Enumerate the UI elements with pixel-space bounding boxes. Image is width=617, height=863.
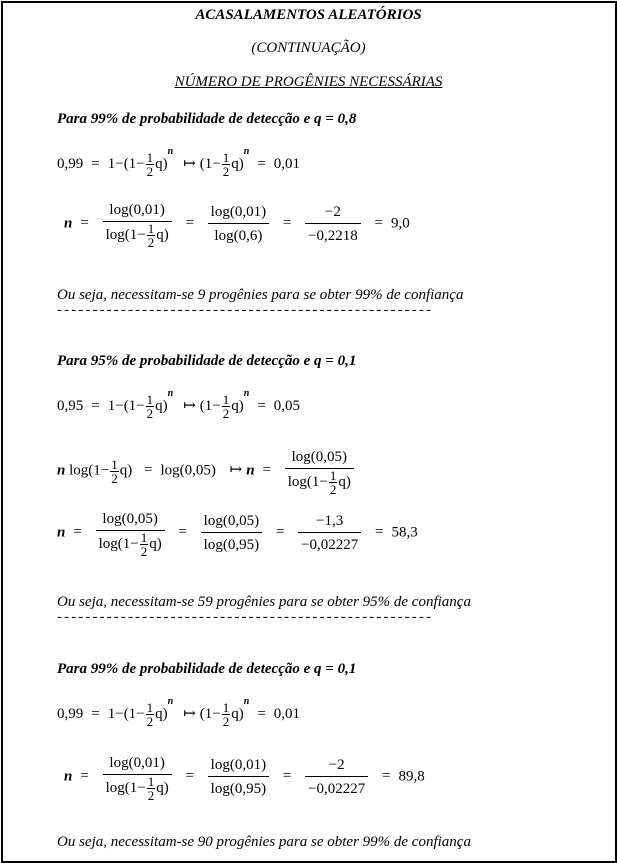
block3-equation-1: 0,99 = 1−(1− $\frac{1}{2}$ q)$^n$↦ (1− $\frac{1}{2}$ q)$^n$= 0,01 (57, 696, 301, 730)
block1-equation-1: 0,99 = 1−(1− $\frac{1}{2}$ q)$^n$↦ (1− $\frac{1}{2}$ q)$^n$= 0,01 (57, 146, 301, 180)
block1-heading: Para 99% de probabilidade de detecção e q = 0,8 (57, 111, 357, 127)
block2-equation-3: n = log(0,05) log(1− $\frac{1}{2}$ q) = $\frac{\log(0,05)}{\log(0,95)}$ = $\frac{-1,3}{-0,02227}$ = 58,3 (57, 508, 418, 558)
block3-equation-2: n = log(0,01) log(1− $\frac{1}{2}$ q) = $\frac{\log(0,01)}{\log(0,95)}$ = $\frac{-2}{-0,02227}$ = 89,8 (64, 752, 425, 802)
block2-conclusion: Ou seja, necessitam-se 59 progênies para se obter 95% de confiança (57, 594, 471, 610)
divider-2: ----------------------------------------------------- (57, 609, 434, 625)
divider-1: ----------------------------------------------------- (57, 302, 434, 318)
block3-conclusion: Ou seja, necessitam-se 90 progênies para se obter 99% de confiança (57, 834, 471, 850)
block1-equation-2: n = log(0,01) log(1− $\frac{1}{2}$ q) = $\frac{\log(0,01)}{\log(0,6)}$ = $\frac{-2}{-0,2218}$ = 9,0 (64, 199, 410, 249)
page-border (1, 1, 617, 863)
page-subtitle: (CONTINUAÇÃO) (251, 40, 366, 56)
block2-heading: Para 95% de probabilidade de detecção e q = 0,1 (57, 353, 357, 369)
section-title: NÚMERO DE PROGÊNIES NECESSÁRIAS (174, 74, 443, 90)
block2-equation-2: n log(1− $\frac{1}{2}$ q) = log(0,05) ↦ n = log(0,05) log(1− $\frac{1}{2}$ q) (57, 446, 356, 496)
block3-heading: Para 99% de probabilidade de detecção e q = 0,1 (57, 661, 357, 677)
block1-conclusion: Ou seja, necessitam-se 9 progênies para se obter 99% de confiança (57, 287, 464, 303)
page-title: ACASALAMENTOS ALEATÓRIOS (195, 7, 422, 23)
block2-equation-1: 0,95 = 1−(1− $\frac{1}{2}$ q)$^n$↦ (1− $\frac{1}{2}$ q)$^n$= 0,05 (57, 388, 301, 422)
